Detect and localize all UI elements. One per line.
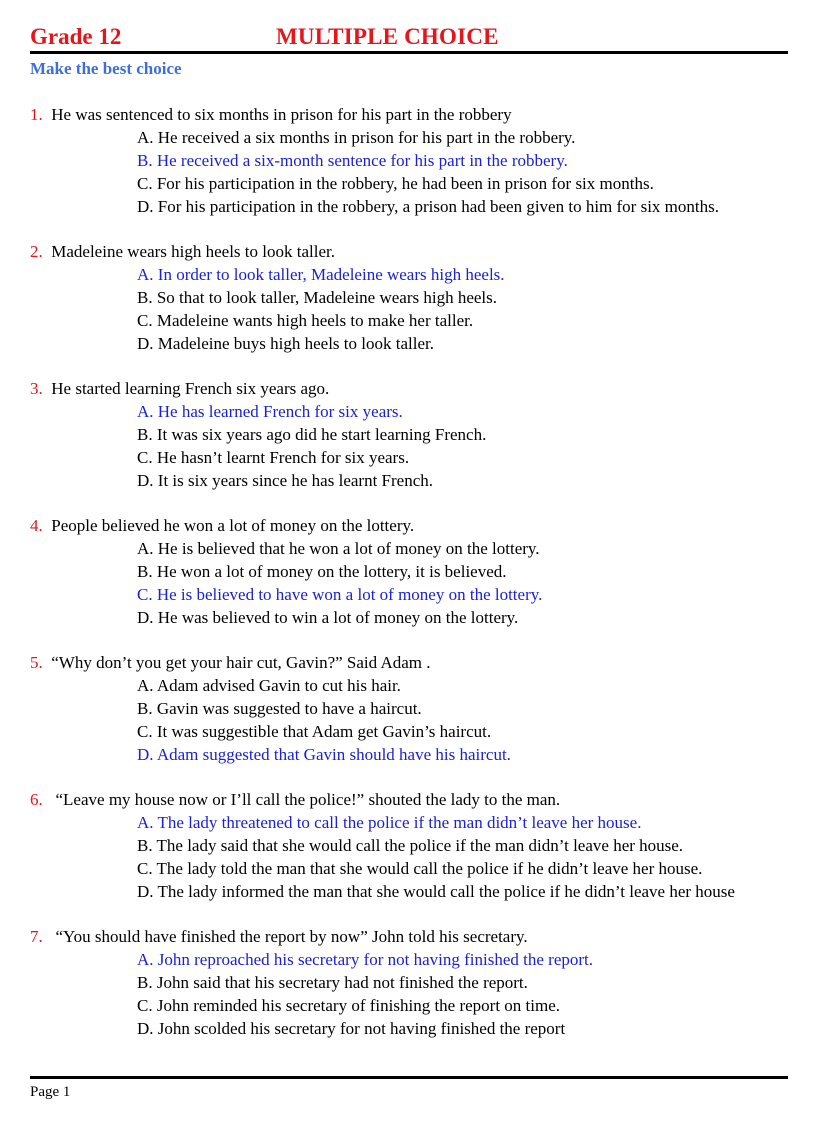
page-header [30,22,788,52]
question-stem [30,377,800,400]
option-b: B. So that to look taller, Madeleine wears high heels. [137,288,498,307]
question-stem [30,103,800,126]
option-b: B. He won a lot of money on the lottery, it is believed. [137,562,507,581]
question-text: He was sentenced to six months in prison for his part in the robbery [51,105,512,124]
grade-label: Grade 12 [30,24,122,49]
option-d: D. It is six years since he has learnt French. [137,471,433,490]
question-stem [30,788,800,811]
option-c: C. He hasn’t learnt French for six years. [137,448,410,467]
question-text: He started learning French six years ago. [51,379,330,398]
option-b: B. He received a six-month sentence for his part in the robbery. [137,151,568,170]
question-6 [30,788,800,903]
option-a: A. He is believed that he won a lot of money on the lottery. [137,539,540,558]
question-stem [30,240,800,263]
header-divider [30,51,788,54]
question-number: 1. [30,105,43,124]
question-stem [30,514,800,537]
option-list [137,263,800,355]
option-d: D. Madeleine buys high heels to look taller. [137,334,434,353]
option-list [137,126,800,218]
option-list [137,811,800,903]
option-c: C. Madeleine wants high heels to make her taller. [137,311,474,330]
question-number: 3. [30,379,43,398]
option-c: C. It was suggestible that Adam get Gavin’s haircut. [137,722,492,741]
instruction-text: Make the best choice [30,59,182,78]
option-c: C. The lady told the man that she would call the police if he didn’t leave her house. [137,859,703,878]
question-text: “Leave my house now or I’ll call the police!” shouted the lady to the man. [55,790,561,809]
question-text: “You should have finished the report by now” John told his secretary. [55,927,528,946]
page-title: MULTIPLE CHOICE [276,24,499,49]
option-c: C. For his participation in the robbery, he had been in prison for six months. [137,174,654,193]
footer-divider [30,1076,788,1079]
page-number: Page 1 [30,1084,71,1100]
question-number: 2. [30,242,43,261]
option-list [137,948,800,1040]
question-number: 7. [30,927,43,946]
option-a: A. Adam advised Gavin to cut his hair. [137,676,401,695]
option-c: C. He is believed to have won a lot of money on the lottery. [137,585,543,604]
option-d: D. John scolded his secretary for not having finished the report [137,1019,566,1038]
question-1 [30,103,800,218]
option-b: B. The lady said that she would call the police if the man didn’t leave her house. [137,836,684,855]
question-2 [30,240,800,355]
option-a: A. He has learned French for six years. [137,402,403,421]
option-b: B. It was six years ago did he start learning French. [137,425,487,444]
question-text: “Why don’t you get your hair cut, Gavin?” Said Adam . [51,653,431,672]
option-a: A. The lady threatened to call the police if the man didn’t leave her house. [137,813,642,832]
option-a: A. John reproached his secretary for not having finished the report. [137,950,594,969]
option-list [137,674,800,766]
question-number: 5. [30,653,43,672]
option-list [137,537,800,629]
option-b: B. Gavin was suggested to have a haircut. [137,699,422,718]
option-d: D. Adam suggested that Gavin should have his haircut. [137,745,511,764]
question-7 [30,925,800,1040]
question-text: People believed he won a lot of money on the lottery. [51,516,415,535]
option-a: A. He received a six months in prison for his part in the robbery. [137,128,576,147]
option-a: A. In order to look taller, Madeleine wears high heels. [137,265,505,284]
question-list [30,103,800,1062]
option-c: C. John reminded his secretary of finishing the report on time. [137,996,561,1015]
option-d: D. The lady informed the man that she would call the police if he didn’t leave her house [137,882,735,901]
question-stem [30,651,800,674]
question-3 [30,377,800,492]
option-d: D. He was believed to win a lot of money on the lottery. [137,608,519,627]
question-number: 4. [30,516,43,535]
option-d: D. For his participation in the robbery, a prison had been given to him for six months. [137,197,719,216]
question-text: Madeleine wears high heels to look taller. [51,242,335,261]
question-number: 6. [30,790,43,809]
option-b: B. John said that his secretary had not finished the report. [137,973,528,992]
option-list [137,400,800,492]
question-stem [30,925,800,948]
question-5 [30,651,800,766]
question-4 [30,514,800,629]
